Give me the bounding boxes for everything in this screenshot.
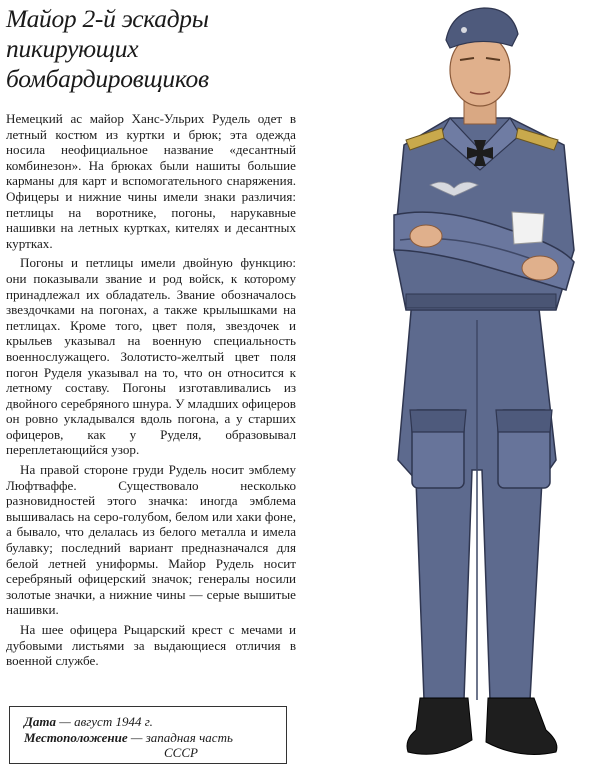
belt xyxy=(406,294,556,308)
date-value: август 1944 г. xyxy=(74,714,153,729)
info-box xyxy=(9,706,287,764)
location-value-cont: СССР xyxy=(164,745,198,760)
location-value: западная часть xyxy=(145,729,233,745)
paragraph-3: На правой стороне груди Рудель носит эмблему Люфтваффе. Существовало несколько разновидностей этого значка: иногда эмблема вышивалась на серо-голубом, белом или хаки фоне, а бывало, что делалась из белого металла и имела булавку; последний вариант предназначался для белой летней униформы. Майор Рудель носит серебряный офицерский значок; генералы носили золотые значки, а нижние чины — серые вышитые нашивки. xyxy=(6,462,296,618)
left-hand xyxy=(410,225,442,247)
folded-paper xyxy=(512,212,544,244)
date-label: Дата xyxy=(24,714,56,729)
location-dash: — xyxy=(127,729,146,745)
date-line xyxy=(24,714,278,730)
right-hand xyxy=(522,256,558,280)
location-line xyxy=(24,730,278,746)
left-pocket-flap xyxy=(410,410,466,432)
date-dash: — xyxy=(56,714,75,729)
right-boot xyxy=(486,698,557,754)
paragraph-1: Немецкий ас майор Ханс-Ульрих Рудель одет в летный костюм из куртки и брюк; эта одежда носила неофициальное название «десантный комбинезон». На брюках были нашиты большие карманы для карт и вспомогательного снаряжения. Офицеры и нижние чины имели знаки различия: петлицы на воротнике, погоны, нарукавные нашивки на летных куртках, кителях и десантных куртках. xyxy=(6,111,296,251)
paragraph-2: Погоны и петлицы имели двойную функцию: они показывали звание и род войск, к которому принадлежал их обладатель. Звание обозначалось звездочками на погонах, а также крылышками на петлицах. Кроме того, цвет поля, звездочек и крыльев указывал на военную специальность военнослужащего. Золотисто-желтый цвет поля погон Руделя указывал на то, что он относится к летному составу. Погоны изготавливались из двойного серебряного шнура. У младших офицеров он ровно укладывался вдоль погона, а у старших офицеров, как у Руделя, образовывал переплетающийся узор. xyxy=(6,255,296,458)
left-boot xyxy=(407,698,472,754)
right-pocket-flap xyxy=(496,410,552,432)
article-body xyxy=(6,111,296,669)
paragraph-4: На шее офицера Рыцарский крест с мечами и дубовыми листьями за выдающиеся отличия в военной службе. xyxy=(6,622,296,669)
page-title: Майор 2-й эскадры пикирующих бомбардировщиков xyxy=(6,4,209,93)
officer-figure-svg xyxy=(360,0,600,772)
cap-emblem xyxy=(461,27,467,33)
side-cap xyxy=(446,8,518,48)
officer-illustration xyxy=(360,0,600,772)
location-label: Местоположение xyxy=(24,729,128,745)
